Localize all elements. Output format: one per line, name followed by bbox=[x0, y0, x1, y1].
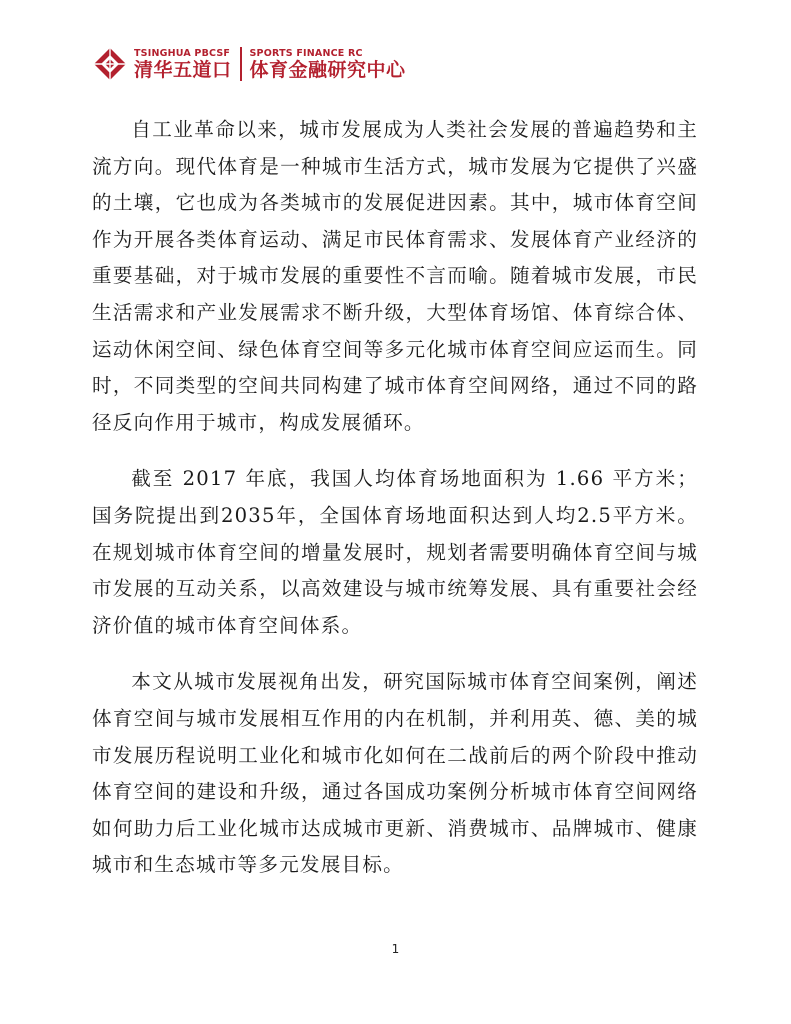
page-number: 1 bbox=[391, 942, 400, 956]
page-header bbox=[92, 44, 406, 84]
tsinghua-logo-icon bbox=[92, 46, 128, 82]
logo-right bbox=[250, 48, 406, 81]
paragraph-3: 本文从城市发展视角出发，研究国际城市体育空间案例，阐述体育空间与城市发展相互作用的内在机制，并利用英、德、美的城市发展历程说明工业化和城市化如何在二战前后的两个阶段中推动体育空间的建设和升级，通过各国成功案例分析城市体育空间网络如何助力后工业化城市达成城市更新、消费城市、品牌城市、健康城市和生态城市等多元发展目标。 bbox=[92, 670, 698, 877]
paragraph-2: 截至 2017 年底，我国人均体育场地面积为 1.66 平方米；国务院提出到2035年，全国体育场地面积达到人均2.5平方米。在规划城市体育空间的增量发展时，规划者需要明确体育空间与城市发展的互动关系，以高效建设与城市统筹发展、具有重要社会经济价值的城市体育空间体系。 bbox=[92, 467, 698, 637]
document-body bbox=[92, 112, 698, 904]
logo-left bbox=[134, 48, 232, 81]
logo-en-left: TSINGHUA PBCSF bbox=[134, 47, 231, 59]
logo-en-right: SPORTS FINANCE RC bbox=[249, 47, 363, 59]
logo-cn-right: 体育金融研究中心 bbox=[249, 58, 406, 81]
paragraph-1: 自工业革命以来，城市发展成为人类社会发展的普遍趋势和主流方向。现代体育是一种城市生活方式，城市发展为它提供了兴盛的土壤，它也成为各类城市的发展促进因素。其中，城市体育空间作为开展各类体育运动、满足市民体育需求、发展体育产业经济的重要基础，对于城市发展的重要性不言而喻。随着城市发展，市民生活需求和产业发展需求不断升级，大型体育场馆、体育综合体、运动休闲空间、绿色体育空间等多元化城市体育空间应运而生。同时，不同类型的空间共同构建了城市体育空间网络，通过不同的路径反向作用于城市，构成发展循环。 bbox=[92, 118, 698, 434]
logo-cn-left: 清华五道口 bbox=[134, 58, 232, 81]
logo-divider bbox=[240, 47, 242, 81]
